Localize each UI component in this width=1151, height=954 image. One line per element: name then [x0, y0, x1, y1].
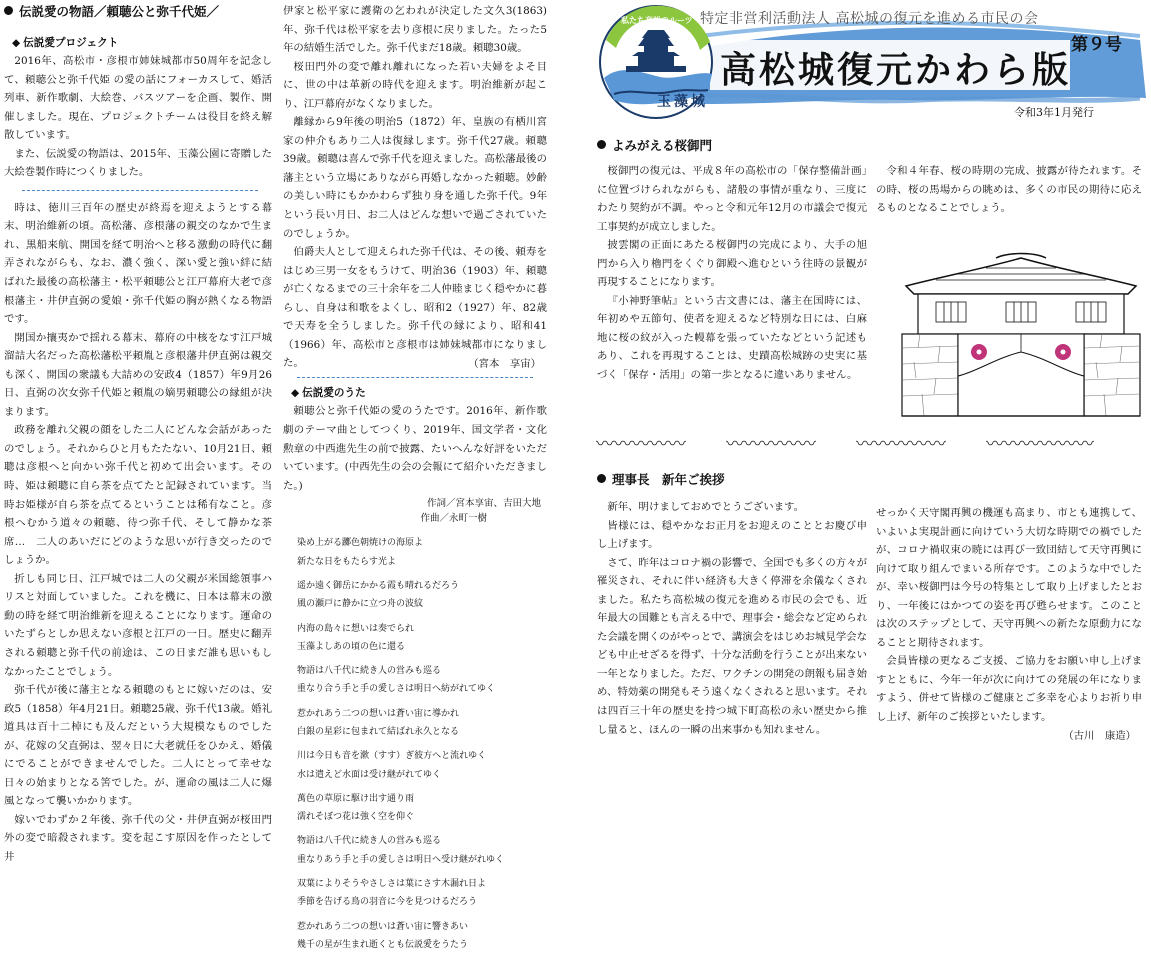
paragraph: 披雲閣の正面にあたる桜御門の完成により、大手の旭門から入り櫓門をくぐり御殿へ進むという往時の景観が再現することになります。 [597, 239, 867, 289]
paragraph: さて、昨年はコロナ禍の影響で、全国でも多くの方々が罹災され、それに伴い経済も大きく停滞を余儀なくされました。私たち高松城の復元を進める市民の会でも、近年最大の国難とも言える中で、理事会・総会など定められた会議を開くのがやっとで、講演会をはじめお城見学会なども中止せざるを得ず、十分な活動を行うことが出来ない一年となりました。ただ、ワクチンの開発の朗報も届き始め、特効薬の開発もそう遠くなくされると思います。それは四百三十年の歴史を持つ城下町高松の永い歴史から推し量ると、ほんの一瞬の出来事かも知れません。 [597, 556, 867, 736]
lyric-line: 惹かれあう二つの想いは蒼い宙に響きあい [297, 921, 469, 932]
section-heading: 理事長 新年ご挨拶 [597, 470, 867, 490]
paragraph: 会員皆様の更なるご支援、ご協力をお願い申し上げますとともに、今年一年が次に向けての発展の年になりますよう、併せて皆様のご健康とご多幸を心よりお祈り申し上げ、新年のご挨拶といたします。 [876, 655, 1142, 724]
diamond-icon: ◆ [12, 37, 21, 49]
lyric-line: 川は今日も音を漱（すす）ぎ彼方へと流れゆく [297, 751, 487, 762]
paragraph: 2016年、高松市・彦根市姉妹城都市50周年を記念して、頼聴公と弥千代姫 の愛の話にフォーカスして、婚活列車、新作歌劇、大絵巻、バスツアーを企画、製作、開催しました。現在、プロジェクトチームは役目を終え解散しています。 [4, 55, 272, 142]
lyric-line: 物語は八千代に続き人の営みも巡る [297, 836, 442, 847]
wave-ornament: 〰〰〰〰〰 [856, 434, 946, 455]
paragraph: 折しも同じ日、江戸城では二人の父親が米国総領事ハリスと対面していました。これを機に、日本は幕末の激動の時を経て明治維新を迎えることになります。運命のいたずらとしか思えない彦根と江戸の一日。歴史に翻弄される頼聰と弥千代の前途は、この日まだ誰も思いもしなかったことでしょう。 [4, 572, 272, 678]
author-credit: （古川 康造） [1063, 729, 1136, 742]
author-credit: （宮本 享宙） [468, 357, 541, 370]
dashed-divider [297, 377, 533, 378]
composer-credit: 作曲／永町一樹 [420, 512, 487, 524]
paragraph: 離縁から9年後の明治5（1872）年、皇族の有栖川宮家の仲介もあり二人は復縁します。弥千代27歳。頼聰39歳。頼聰は喜んで弥千代を迎えました。高松藩最後の藩主という立場にありながら再婚しなかった頼聴。妙齢の美しい時にもかかわらず独り身を通した弥千代。9年という長い月日、お二人はどんな想いで過ごされていたのでしょうか。 [283, 116, 547, 240]
wave-ornament: 〰〰〰〰〰〰 [986, 434, 1094, 455]
lyric-line: 双葉によりそうやさしさは葉にさす木漏れ日よ [297, 879, 487, 890]
paragraph: 弥千代が後に藩主となる頼聰のもとに嫁いだのは、安政5（1858）年4月21日。頼聰25歳、弥千代13歳。婚礼道具は百十二棹にも及んだという大規模なものでしたが、花嫁の父直弼は、翌々日に大老就任をひかえ、婚儀にでることができませんでした。二人にとって幸せな日々の始まりとなる筈でした。が、運命の風は二人に爆風となって襲いかかります。 [4, 684, 272, 808]
lyric-line: 惹かれあう二つの想いは蒼い宙に導かれ [297, 708, 460, 719]
diamond-icon: ◆ [291, 387, 300, 400]
paragraph: 伊家と松平家に護衛の乞われが決定した文久3(1863) 年、弥千代は松平家を去り彦根に戻りました。たった5年の結婚生活でした。弥千代まだ18歳。頼聰30歳。 [283, 5, 547, 55]
lyric-line: 季節を告げる鳥の羽音に今を見つけるだろう [297, 897, 478, 908]
paragraph: 伯爵夫人として迎えられた弥千代は、その後、頼寿をはじめ三男一女をもうけて、明治36（1903）年、頼聰が亡くなるまでの三十余年を二人仲睦まじく穏やかに暮らし、自身は和歌をよくし、昭和2（1927）年、82歳で天寿を全うしました。弥千代の縁により、昭和41（1966）年、高松市と彦根市は姉妹城都市になりました。 [283, 246, 547, 370]
organization-name: 特定非営利活動法人 高松城の復元を進める市民の会 [700, 11, 1039, 27]
lyric-line: 染め上がる躑色朝焼けの海原よ [297, 538, 424, 549]
legend-article-col2 [283, 2, 547, 954]
paragraph: 嫁いでわずか２年後、弥千代の父・井伊直弼が桜田門外の変で暗殺されます。変を起こす原因を作ったとして井 [4, 813, 272, 863]
section-heading: 伝説愛の物語／頼聴公と弥千代姫／ [4, 2, 272, 22]
wave-ornament: 〰〰〰〰〰 [596, 434, 686, 455]
song-lyrics [283, 534, 547, 954]
issue-number: 第９号 [1071, 35, 1122, 55]
wave-ornament: 〰〰〰〰〰 [726, 434, 816, 455]
paragraph: 桜田門外の変で離れ離れになった若い夫婦をよそ目に、世の中は革新の時代を迎えます。明治維新が起こり、江戸幕府がなくなりました。 [283, 60, 547, 110]
tamamo-label: 玉藻城 [657, 94, 708, 110]
paragraph: 政務を離れ父親の顔をした二人にどんな会話があったのでしょう。それからひと月もたたない、10月21日、頼聰は彦根へと向かい弥千代と初めて出会います。その時、姫は頼聰に自ら茶を点てたと記録されています。当時お姫様が自ら茶を点てるということは稀有なこと。彦根へむかう道々の頼聴、待つ弥千代、そして静かな茶席… 二人のあいだにどのような思いが行き交ったのでしょうか。 [4, 424, 272, 567]
lyric-line: 内海の島々に想いは奏でられ [297, 623, 415, 634]
section-heading: よみがえる桜御門 [597, 136, 867, 156]
lyric-line: 新たな日をもたらす光よ [297, 556, 397, 567]
subheading: ◆ 伝説愛プロジェクト [12, 37, 119, 49]
paragraph: 時は、徳川三百年の歴史が終焉を迎えようとする幕末、明治維新の頃。高松藩、彦根藩の親交のなかで生まれ、黒船来航、開国を経て明治へと移る激動の時代に翻弄されながらも、なお、濃く強く、深い愛と強い絆に結ばれた最後の高松藩主・松平頼聴公と江戸幕府大老で彦根藩主・井伊直弼の愛娘・弥千代姫の胸が熱くなる物語です。 [4, 201, 272, 326]
paragraph: 頼聴公と弥千代姫の愛のうたです。2016年、新作歌劇のテーマ曲としてつくり、2019年、国文学者・文化勲章の中西進先生の前で披露、たいへんな好評をいただいています。(中西先生の会の会報にて紹介いただきました。) [283, 405, 547, 492]
paragraph: 開国か攘夷かで揺れる幕末、幕府の中核をなす江戸城溜詰大名だった高松藩松平頼胤と彦根藩井伊直弼は親交も深く、開国の衆議も大詰めの安政4（1857）年9月26日、直弼の次女弥千代姫と頼胤の嫡男頼聰公の縁組が決まります。 [4, 331, 272, 418]
paragraph: 『小神野筆帖』という古文書には、藩主在国時には、年初めや五節句、使者を迎えるなど特別な日には、白麻地に桜の紋が入った幔幕を張っていたなどという記述もあり、これを再現することは、史蹟高松城跡の史実に基づく「保存・活用」の第一歩となるに違いありません。 [597, 294, 867, 382]
paragraph: せっかく天守閣再興の機運も高まり、市とも連携して、いよいよ実現計画に向けていう大切な時期での禍でしたが、コロナ禍収束の暁には再び一致団結して天守再興に向けて取り組んでまいる所存です。このような中でしたが、幸い桜御門は今号の特集として取り上げましたとおり、一年後にはかつての姿を再び甦らせます。このことは次のステップとして、天守再興への新たな原動力になることと期待されます。 [876, 507, 1142, 649]
sakura-gate-illustration [896, 228, 1146, 424]
lyric-line: 重なり合う手と手の愛しさは明日へ紡がれてゆく [297, 684, 496, 695]
lyric-line: 濡れそぼつ花は強く空を仰ぐ [297, 812, 415, 823]
logo-caption: 私たち高松のルーツ [621, 16, 693, 25]
newsletter-title: 高松城復元かわら版 [720, 49, 1072, 91]
lyric-line: 遥か遠く御岳にかかる霞も晴れるだろう [297, 580, 460, 591]
subheading: ◆ 伝説愛のうた [291, 387, 366, 400]
paragraph: 新年、明けましておめでとうございます。 [607, 501, 804, 513]
lyric-line: 物語は八千代に続き人の営みも巡る [297, 666, 442, 677]
sakura-side [876, 162, 1142, 218]
dashed-divider [22, 190, 258, 191]
bullet-icon [597, 474, 606, 483]
paragraph: 令和４年春、桜の時期の完成、披露が待たれます。その時、桜の馬場からの眺めは、多くの市民の期待に応えるものとなることでしょう。 [876, 165, 1142, 215]
issue-date: 令和3年1月発行 [1014, 106, 1094, 119]
bullet-icon [597, 140, 606, 149]
lyric-line: 水は遣えど水面は受け継がれてゆく [297, 769, 442, 780]
lyric-line: 玉藻よしあの頃の色に還る [297, 641, 406, 652]
lyric-line: 幾千の星が生まれ逝くとも伝説愛をうたう [297, 939, 469, 950]
paragraph: また、伝説愛の物語は、2015年、玉藻公園に寄贈した大絵巻製作時につくりました。 [4, 147, 272, 179]
sakura-article [597, 136, 867, 385]
greeting-article [597, 470, 867, 739]
lyric-line: 風の瀬戸に静かに立つ舟の波紋 [297, 599, 424, 610]
greeting-article-col2 [876, 504, 1142, 745]
paragraph: 皆様には、穏やかなお正月をお迎えのこととお慶び申し上げます。 [597, 519, 867, 551]
lyric-line: 萬色の草原に駆け出す通り雨 [297, 793, 415, 804]
lyric-line: 白銀の星彩に包まれて結ばれ永久となる [297, 726, 460, 737]
paragraph: 桜御門の復元は、平成８年の高松市の「保存整備計画」に位置づけられながらも、諸般の事情が重なり、三度にわたり契約が不調。やっと令和元年12月の市議会で復元工事契約が成立しました。 [597, 165, 867, 233]
lyric-line: 重なりあう手と手の愛しさは明日へ受け継がれゆく [297, 854, 505, 865]
lyricist-credit: 作詞／宮本享宙、吉田大地 [426, 498, 541, 510]
